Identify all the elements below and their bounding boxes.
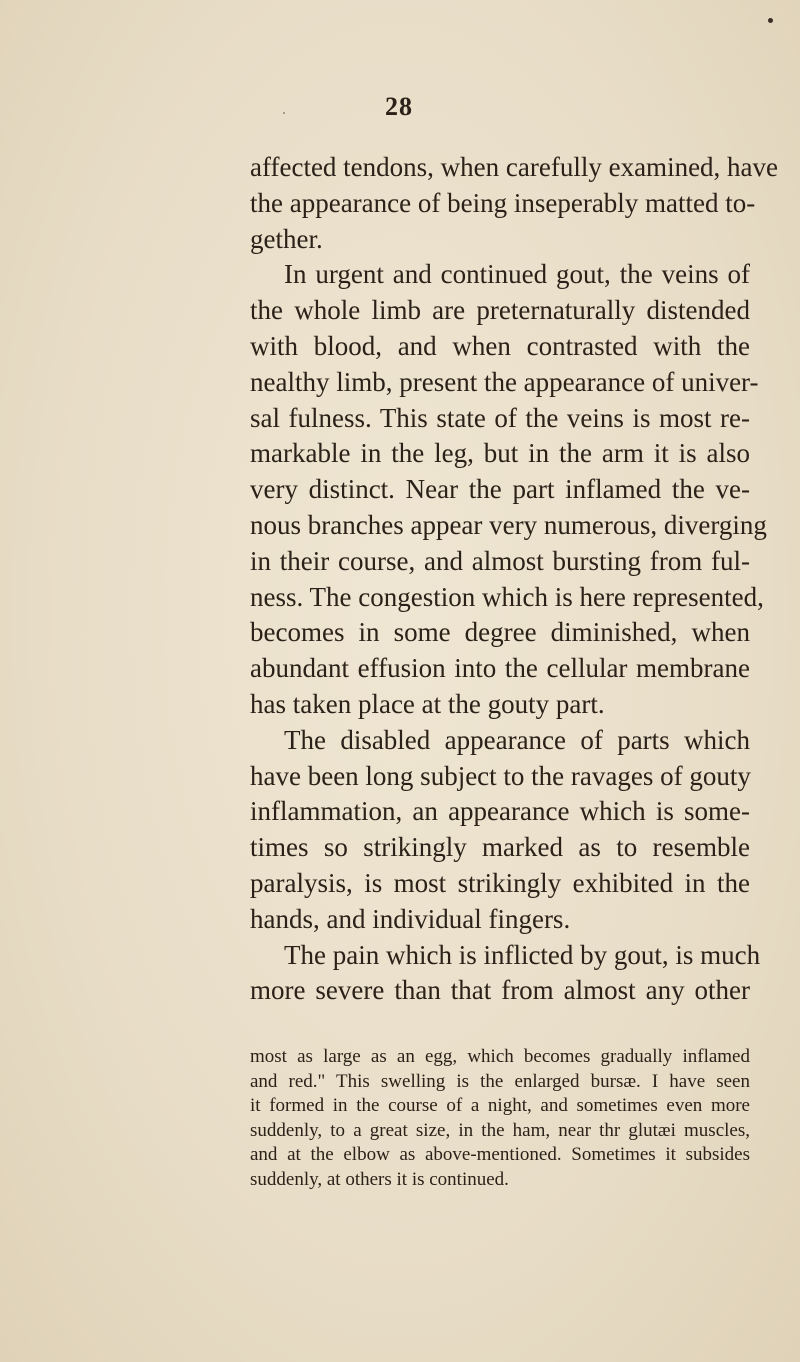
footnote-line: and at the elbow as above-mentioned. Sometimes it subsides	[250, 1144, 750, 1166]
ink-speck	[768, 18, 773, 23]
footnote-line: it formed in the course of a night, and sometimes even more	[250, 1095, 750, 1117]
paragraph-start: The pain which is inflicted by gout, is much	[284, 939, 761, 970]
text-line: markable in the leg, but in the arm it is also	[250, 438, 750, 469]
text-line: the appearance of being inseperably matted to-	[250, 187, 756, 218]
text-line: more severe than that from almost any other	[250, 975, 750, 1006]
footnote-line: suddenly, to a great size, in the ham, near thr glutæi muscles,	[250, 1119, 750, 1141]
paragraph-start: The disabled appearance of parts which	[284, 724, 750, 755]
footnote-line: suddenly, at others it is continued.	[250, 1168, 509, 1190]
paragraph-start: In urgent and continued gout, the veins of	[284, 259, 750, 290]
text-line: nealthy limb, present the appearance of univer-	[250, 366, 759, 397]
text-line: with blood, and when contrasted with the	[250, 330, 750, 361]
ink-speck	[283, 112, 285, 114]
footnote-line: and red." This swelling is the enlarged bursæ. I have seen	[250, 1070, 750, 1092]
text-line: very distinct. Near the part inflamed the ve-	[250, 474, 750, 505]
text-line: nous branches appear very numerous, diverging	[250, 509, 767, 540]
text-line: has taken place at the gouty part.	[250, 688, 605, 719]
text-line: affected tendons, when carefully examined, have	[250, 152, 779, 182]
text-line: times so strikingly marked as to resemble	[250, 832, 750, 863]
text-line: paralysis, is most strikingly exhibited in the	[250, 867, 750, 898]
text-line: abundant effusion into the cellular membrane	[250, 653, 750, 684]
text-line: sal fulness. This state of the veins is most re-	[250, 402, 750, 433]
main-text	[250, 150, 779, 1009]
text-line: the whole limb are preternaturally distended	[250, 295, 750, 326]
text-line: becomes in some degree diminished, when	[250, 617, 750, 648]
text-line: hands, and individual fingers.	[250, 903, 571, 934]
footnote	[250, 1045, 750, 1193]
text-line: have been long subject to the ravages of gouty	[250, 760, 751, 791]
text-line: inflammation, an appearance which is some-	[250, 796, 750, 827]
page-number: 28	[385, 92, 413, 121]
text-line: in their course, and almost bursting from ful-	[250, 545, 750, 576]
text-line: ness. The congestion which is here represented,	[250, 581, 764, 612]
footnote-line: most as large as an egg, which becomes gradually inflamed	[250, 1046, 750, 1067]
text-line: gether.	[250, 223, 323, 254]
